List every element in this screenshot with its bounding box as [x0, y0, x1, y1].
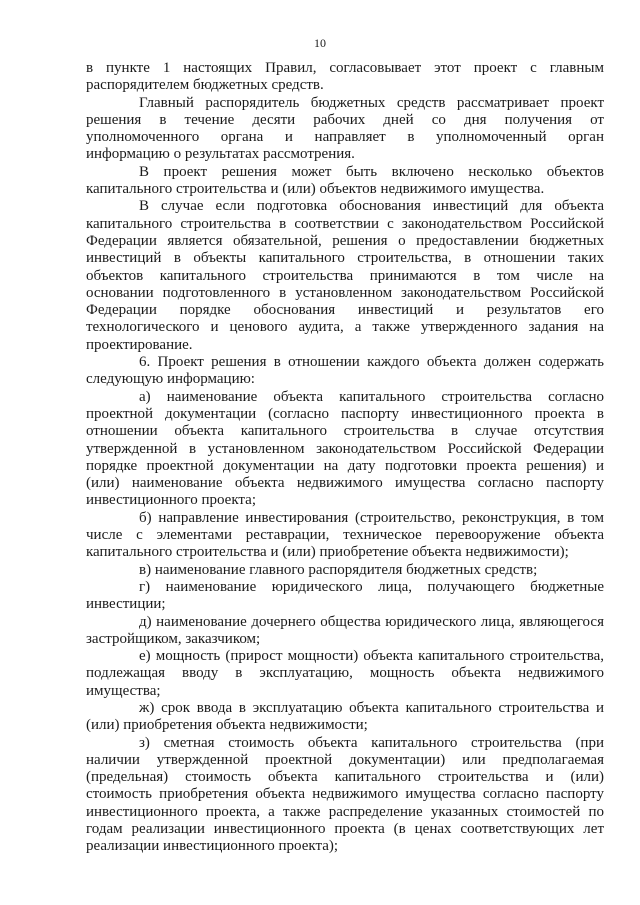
text-line: отношении объекта капитального строительства в случае отсутствия [86, 423, 604, 440]
paragraph [86, 614, 604, 649]
text-line: стоимость приобретения объекта недвижимого имущества согласно паспорту [86, 786, 604, 803]
text-line: следующую информацию: [86, 371, 255, 388]
text-line: а) наименование объекта капитального строительства согласно [139, 388, 604, 405]
text-line: (или) наименование объекта недвижимого имущества согласно паспорту [86, 475, 604, 492]
text-line: основании подготовленного в установленном законодательством Российской [86, 284, 604, 301]
text-line: Федерации является обязательной, решения о предоставлении бюджетных [86, 232, 604, 249]
document-body [86, 60, 604, 856]
text-line: распорядителем бюджетных средств. [86, 77, 324, 94]
paragraph [86, 579, 604, 614]
paragraph [86, 354, 604, 389]
text-line: (или) приобретения объекта недвижимости; [86, 717, 368, 734]
text-line: наличии утвержденной проектной документации) или предполагаемая [86, 751, 604, 768]
page-number: 10 [314, 36, 326, 50]
text-line: 6. Проект решения в отношении каждого объекта должен содержать [139, 354, 604, 371]
text-line: уполномоченного органа и направляет в уполномоченный орган [86, 129, 604, 146]
text-line: проектной документации (согласно паспорту инвестиционного проекта в [86, 405, 604, 422]
paragraph [86, 198, 604, 354]
text-line: проектирование. [86, 336, 193, 353]
text-line: имущества; [86, 682, 161, 699]
paragraph [86, 60, 604, 95]
text-line: в пункте 1 настоящих Правил, согласовывает этот проект с главным [86, 60, 604, 76]
text-line: инвестиции; [86, 596, 166, 613]
text-line: (предельная) стоимость объекта капитального строительства и (или) [86, 769, 604, 786]
text-line: застройщиком, заказчиком; [86, 630, 261, 647]
text-line: б) направление инвестирования (строительство, реконструкция, в том [139, 509, 604, 526]
text-line: з) сметная стоимость объекта капитального строительства (при [139, 734, 604, 751]
paragraph [86, 510, 604, 562]
text-line: капитального строительства и (или) приобретение объекта недвижимости); [86, 544, 569, 561]
paragraph [86, 700, 604, 735]
text-line: годам реализации инвестиционного проекта (в ценах соответствующих лет [86, 821, 604, 838]
text-line: утвержденной в установленном законодательством Российской Федерации [86, 440, 604, 457]
text-line: капитального строительства в соответствии с законодательством Российской [86, 215, 604, 232]
text-line: реализации инвестиционного проекта); [86, 838, 339, 855]
text-line: инвестиций в объекты капитального строительства, в отношении таких [86, 250, 604, 267]
text-line: Федерации порядке обоснования инвестиций и результатов его [86, 302, 604, 319]
text-line: е) мощность (прирост мощности) объекта капитального строительства, [139, 648, 604, 665]
text-line: информацию о результатах рассмотрения. [86, 146, 355, 163]
text-line: В случае если подготовка обоснования инвестиций для объекта [139, 198, 604, 215]
paragraph [86, 735, 604, 856]
text-line: порядке проектной документации на дату подготовки проекта решения) и [86, 457, 604, 474]
text-line: В проект решения может быть включено несколько объектов [139, 163, 604, 180]
text-line: инвестиционного проекта; [86, 492, 256, 509]
paragraph [86, 562, 604, 579]
text-line: технологического и ценового аудита, а также утвержденного задания на [86, 319, 604, 336]
text-line: подлежащая вводу в эксплуатацию, мощность объекта недвижимого [86, 665, 604, 682]
text-line: г) наименование юридического лица, получающего бюджетные [139, 578, 604, 595]
text-line: ж) срок ввода в эксплуатацию объекта капитального строительства и [139, 699, 604, 716]
paragraph [86, 389, 604, 510]
text-line: в) наименование главного распорядителя бюджетных средств; [139, 561, 538, 578]
text-line: инвестиционного проекта, а также распределение указанных стоимостей по [86, 803, 604, 820]
text-line: Главный распорядитель бюджетных средств рассматривает проект [139, 94, 604, 111]
paragraph [86, 95, 604, 164]
paragraph [86, 648, 604, 700]
text-line: д) наименование дочернего общества юридического лица, являющегося [139, 613, 604, 630]
text-line: капитального строительства и (или) объектов недвижимого имущества. [86, 181, 545, 198]
text-line: числе с элементами реставрации, техническое перевооружение объекта [86, 527, 604, 544]
text-line: объектов капитального строительства принимаются в том числе на [86, 267, 604, 284]
paragraph [86, 164, 604, 199]
text-line: решения в течение десяти рабочих дней со дня получения от [86, 111, 604, 128]
